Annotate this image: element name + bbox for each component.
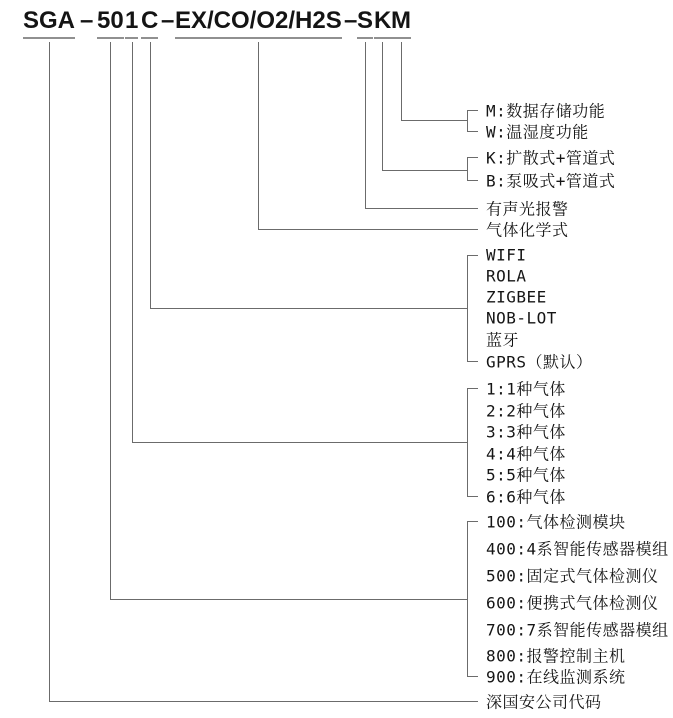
connector-horizontal-company [49, 701, 478, 702]
label-gas-count-2: 2:2种气体 [486, 401, 566, 421]
model-segment-gas-count: 1 [125, 8, 138, 39]
label-gas-count-3: 3:3种气体 [486, 422, 566, 442]
connector-horizontal-alarm [365, 208, 478, 209]
connector-vertical-sampling [382, 42, 383, 170]
connector-horizontal-gas-formula [258, 229, 478, 230]
connector-vertical-communication [150, 42, 151, 308]
connector-vertical-function [401, 42, 402, 120]
connector-horizontal-series [110, 599, 467, 600]
connector-horizontal-sampling [382, 170, 467, 171]
label-comm-wifi: WIFI [486, 245, 527, 265]
connector-vertical-gas-count [132, 42, 133, 442]
label-sampling-b: B:泵吸式+管道式 [486, 171, 616, 191]
connector-vertical-series [110, 42, 111, 599]
label-comm-gprs-default: GPRS（默认） [486, 352, 593, 372]
title-dash: – [161, 7, 175, 34]
label-function-m: M:数据存储功能 [486, 101, 606, 121]
label-series-600: 600:便携式气体检测仪 [486, 593, 659, 613]
label-comm-zigbee: ZIGBEE [486, 287, 547, 307]
label-series-700: 700:7系智能传感器模组 [486, 620, 669, 640]
label-gas-formula: 气体化学式 [486, 220, 569, 240]
bracket-series-tick-bottom [467, 676, 478, 677]
connector-vertical-gas-formula [258, 42, 259, 229]
bracket-series [467, 521, 468, 676]
model-segment-company-code: SGA [23, 8, 75, 39]
bracket-sampling-tick-bottom [467, 180, 478, 181]
bracket-gas-count [467, 388, 468, 496]
label-series-400: 400:4系智能传感器模组 [486, 539, 669, 559]
model-segment-sampling: K [374, 8, 391, 39]
label-series-100: 100:气体检测模块 [486, 512, 626, 532]
model-segment-function: M [391, 8, 411, 39]
connector-vertical-company [49, 42, 50, 701]
label-sampling-k: K:扩散式+管道式 [486, 148, 616, 168]
connector-horizontal-communication [150, 308, 467, 309]
bracket-communication-tick-top [467, 255, 478, 256]
label-comm-nob-lot: NOB-LOT [486, 308, 557, 328]
model-segment-alarm: S [357, 8, 373, 39]
bracket-communication [467, 255, 468, 361]
bracket-function-tick-bottom [467, 131, 478, 132]
connector-horizontal-function [401, 120, 467, 121]
model-segment-gas-formula: EX/CO/O2/H2S [175, 8, 342, 39]
label-gas-count-1: 1:1种气体 [486, 379, 566, 399]
bracket-sampling-tick-top [467, 157, 478, 158]
label-function-w: W:温湿度功能 [486, 122, 589, 142]
model-segment-communication: C [141, 8, 158, 39]
connector-vertical-alarm [365, 42, 366, 208]
bracket-gas-count-tick-bottom [467, 496, 478, 497]
label-gas-count-5: 5:5种气体 [486, 465, 566, 485]
label-gas-count-6: 6:6种气体 [486, 487, 566, 507]
bracket-gas-count-tick-top [467, 388, 478, 389]
bracket-sampling [467, 157, 468, 180]
label-company-code: 深国安公司代码 [486, 692, 602, 712]
label-series-800: 800:报警控制主机 [486, 646, 626, 666]
bracket-function [467, 110, 468, 131]
title-dash: – [80, 7, 94, 34]
label-alarm: 有声光报警 [486, 199, 569, 219]
label-series-900: 900:在线监测系统 [486, 667, 626, 687]
bracket-communication-tick-bottom [467, 361, 478, 362]
bracket-series-tick-top [467, 521, 478, 522]
model-segment-series: 50 [97, 8, 124, 39]
label-comm-rola: ROLA [486, 266, 527, 286]
bracket-function-tick-top [467, 110, 478, 111]
label-gas-count-4: 4:4种气体 [486, 444, 566, 464]
title-dash: – [344, 7, 358, 34]
label-series-500: 500:固定式气体检测仪 [486, 566, 659, 586]
connector-horizontal-gas-count [132, 442, 467, 443]
label-comm-bluetooth: 蓝牙 [486, 330, 520, 350]
